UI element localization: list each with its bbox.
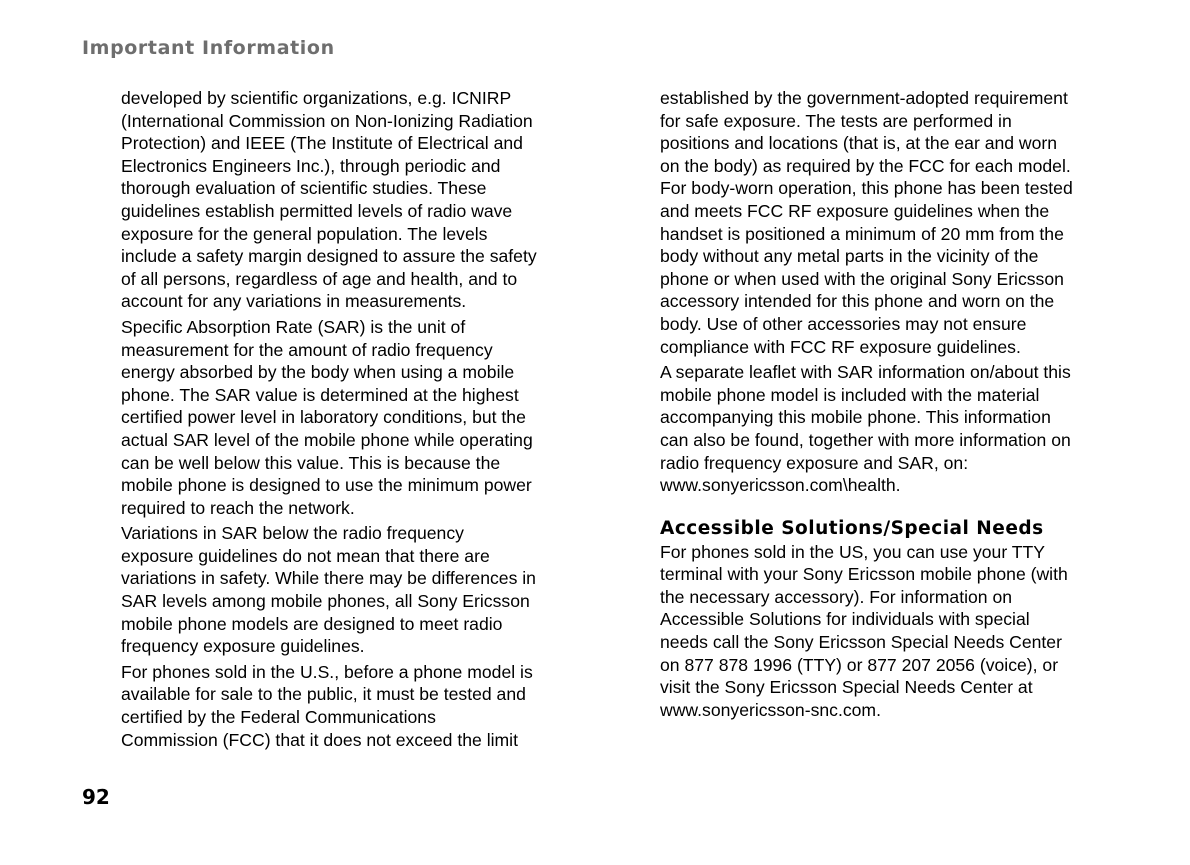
text-line: For body-worn operation, this phone has been tested: [660, 178, 1073, 199]
text-line: Variations in SAR below the radio frequency: [121, 523, 464, 544]
text-line: Accessible Solutions for individuals with special: [660, 609, 1030, 630]
text-line: developed by scientific organizations, e.g. ICNIRP: [121, 88, 512, 108]
text-line: include a safety margin designed to assure the safety: [121, 246, 537, 267]
text-line: compliance with FCC RF exposure guidelines.: [660, 336, 1021, 357]
text-line: accompanying this mobile phone. This information: [660, 407, 1051, 428]
text-line: the necessary accessory). For information on: [660, 586, 1013, 607]
text-line: required to reach the network.: [121, 497, 355, 518]
text-line: exposure for the general population. The levels: [121, 223, 488, 244]
text-line: frequency exposure guidelines.: [121, 636, 365, 657]
text-line: guidelines establish permitted levels of radio wave: [121, 200, 513, 221]
text-line: certified power level in laboratory conditions, but the: [121, 407, 526, 428]
right-column: [660, 87, 1136, 724]
text-line: established by the government-adopted requirement: [660, 88, 1068, 108]
text-line: measurement for the amount of radio frequency: [121, 339, 493, 360]
paragraph-fcc-testing: [660, 87, 1136, 358]
text-line: available for sale to the public, it must be tested and: [121, 684, 526, 705]
text-line: mobile phone is designed to use the minimum power: [121, 475, 532, 496]
text-line: www.sonyericsson-snc.com.: [660, 699, 881, 720]
text-line: handset is positioned a minimum of 20 mm from the: [660, 223, 1064, 244]
text-line: for safe exposure. The tests are performed in: [660, 110, 1012, 131]
text-line: of all persons, regardless of age and health, and to: [121, 268, 518, 289]
paragraph-sar-leaflet: [660, 361, 1136, 497]
text-line: accessory intended for this phone and worn on the: [660, 291, 1055, 312]
text-line: and meets FCC RF exposure guidelines when the: [660, 200, 1050, 221]
text-line: certified by the Federal Communications: [121, 707, 436, 728]
text-line: energy absorbed by the body when using a mobile: [121, 362, 515, 383]
text-line: thorough evaluation of scientific studies. These: [121, 178, 487, 199]
section-header: Important Information: [82, 37, 335, 59]
text-line: terminal with your Sony Ericsson mobile phone (with: [660, 564, 1068, 585]
text-line: For phones sold in the US, you can use your TTY: [660, 541, 1045, 562]
text-line: body. Use of other accessories may not ensure: [660, 313, 1027, 334]
text-line: actual SAR level of the mobile phone while operating: [121, 429, 533, 450]
text-line: variations in safety. While there may be differences in: [121, 568, 536, 589]
accessible-solutions-heading: Accessible Solutions/Special Needs: [660, 517, 1044, 539]
text-line: can be well below this value. This is because the: [121, 452, 501, 473]
text-line: mobile phone model is included with the material: [660, 384, 1040, 405]
left-column: [121, 87, 597, 754]
text-line: Specific Absorption Rate (SAR) is the unit of: [121, 316, 466, 337]
text-line: SAR levels among mobile phones, all Sony Ericsson: [121, 591, 530, 612]
text-line: on 877 878 1996 (TTY) or 877 207 2056 (voice), or: [660, 654, 1059, 675]
text-line: www.sonyericsson.com\health.: [660, 475, 901, 496]
paragraph-fcc-us: [121, 661, 597, 751]
paragraph-sar-definition: [121, 316, 597, 519]
text-line: For phones sold in the U.S., before a phone model is: [121, 661, 533, 682]
paragraph-sar-variations: [121, 522, 597, 658]
text-line: can also be found, together with more information on: [660, 429, 1071, 450]
text-line: needs call the Sony Ericsson Special Needs Center: [660, 632, 1062, 653]
text-line: A separate leaflet with SAR information on/about this: [660, 362, 1071, 383]
text-line: positions and locations (that is, at the ear and worn: [660, 133, 1058, 154]
text-line: phone or when used with the original Sony Ericsson: [660, 268, 1064, 289]
text-line: Electronics Engineers Inc.), through periodic and: [121, 155, 501, 176]
text-line: (International Commission on Non-Ionizing Radiation: [121, 110, 533, 131]
text-line: mobile phone models are designed to meet radio: [121, 613, 503, 634]
text-line: Commission (FCC) that it does not exceed the limit: [121, 729, 518, 750]
text-line: phone. The SAR value is determined at the highest: [121, 384, 519, 405]
text-line: exposure guidelines do not mean that there are: [121, 545, 490, 566]
page-number: 92: [82, 785, 110, 809]
text-line: Protection) and IEEE (The Institute of Electrical and: [121, 133, 523, 154]
text-line: visit the Sony Ericsson Special Needs Center at: [660, 677, 1033, 698]
text-line: radio frequency exposure and SAR, on:: [660, 452, 969, 473]
paragraph-sar-guidelines: [121, 87, 597, 313]
text-line: on the body) as required by the FCC for each model.: [660, 155, 1071, 176]
text-line: account for any variations in measurements.: [121, 291, 467, 312]
paragraph-accessible-solutions: [660, 541, 1136, 722]
text-line: body without any metal parts in the vicinity of the: [660, 246, 1039, 267]
